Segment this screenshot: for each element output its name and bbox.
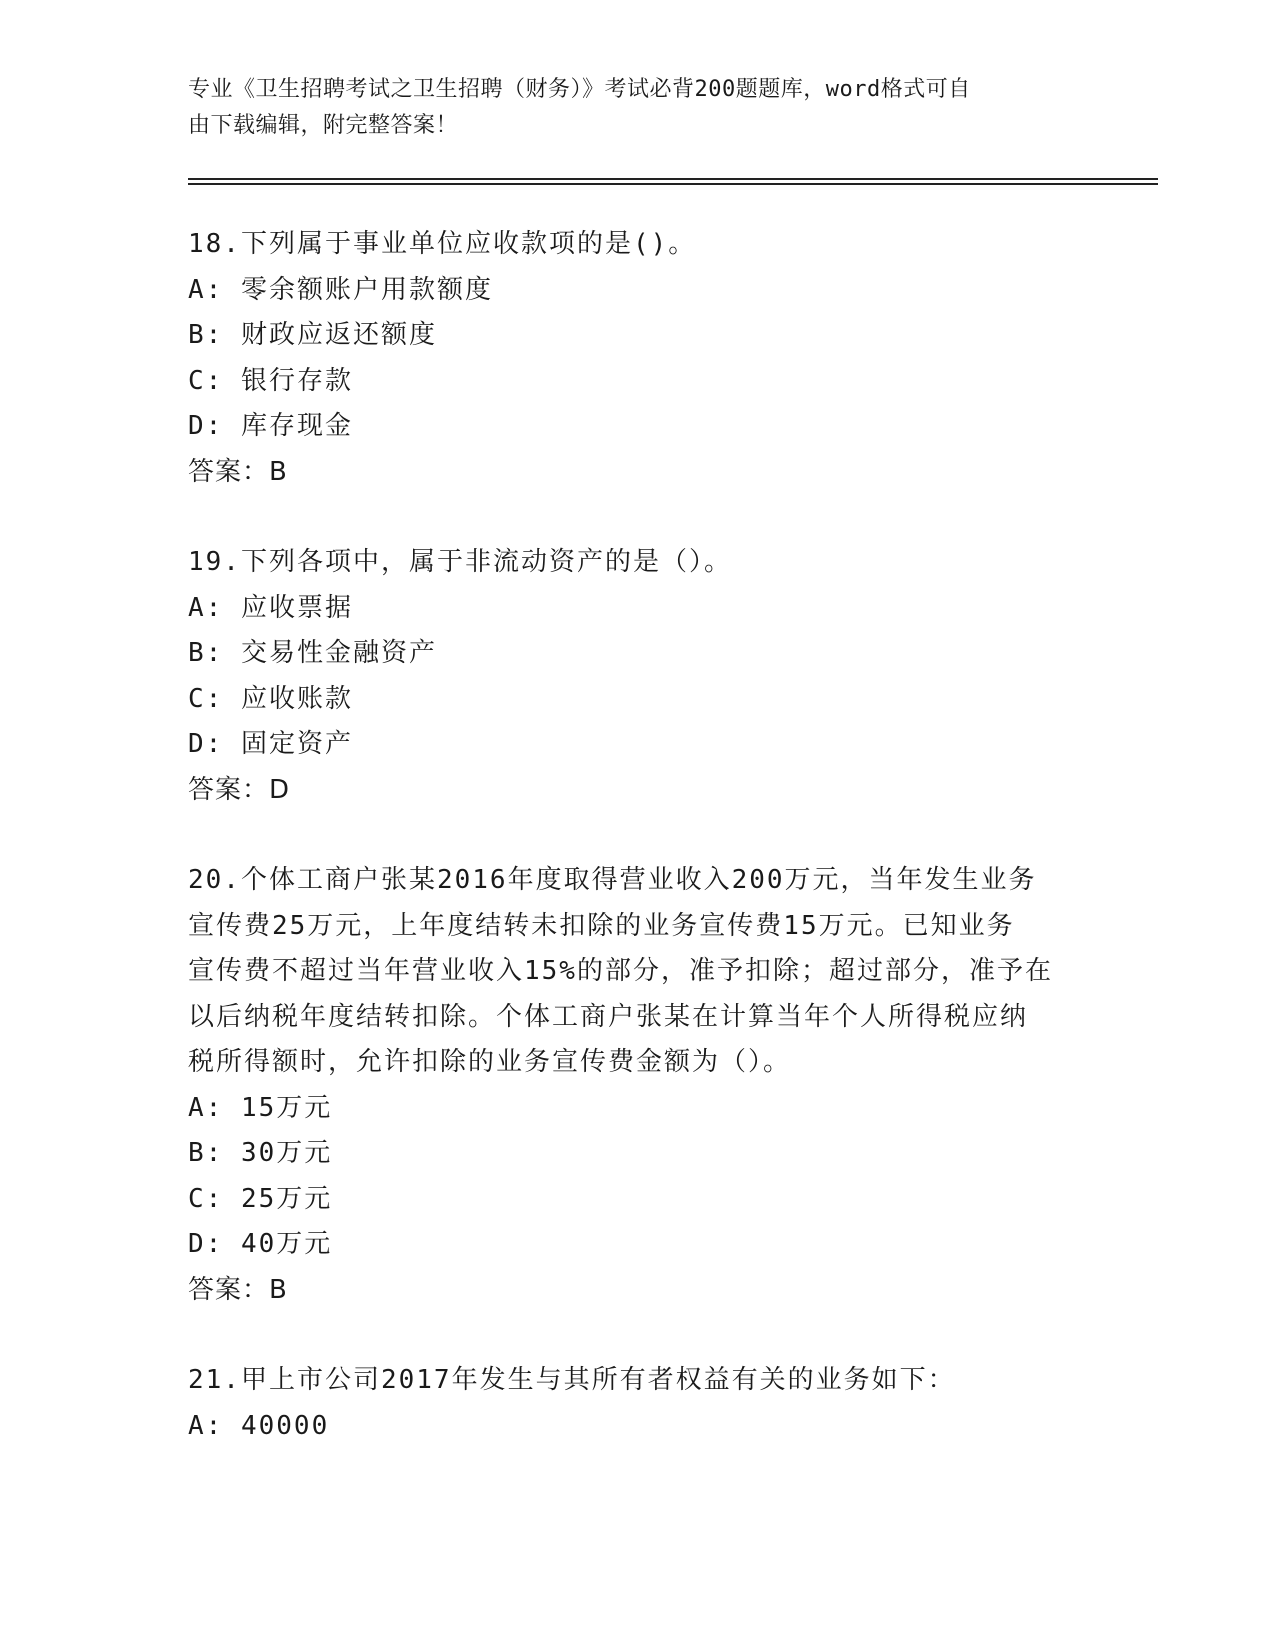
option-c: C: 银行存款 — [188, 365, 353, 396]
option-d: D: 40万元 — [188, 1229, 333, 1259]
question-stem-line: 以后纳税年度结转扣除。个体工商户张某在计算当年个人所得税应纳 — [188, 1001, 1029, 1032]
question-stem-line: 税所得额时，允许扣除的业务宣传费金额为（）。 — [188, 1047, 792, 1077]
option-d: D: 固定资产 — [188, 729, 353, 759]
question-21 — [188, 1358, 1088, 1449]
header-divider-top — [188, 178, 1158, 180]
option-c: C: 25万元 — [188, 1183, 333, 1214]
question-stem-line: 宣传费25万元，上年度结转未扣除的业务宣传费15万元。已知业务 — [188, 910, 1015, 941]
option-b: B: 财政应返还额度 — [188, 320, 437, 350]
option-b: B: 30万元 — [188, 1138, 333, 1168]
question-stem: 21.甲上市公司2017年发生与其所有者权益有关的业务如下： — [188, 1365, 956, 1395]
option-a: A: 应收票据 — [188, 592, 353, 623]
answer: 答案：D — [188, 774, 291, 805]
document-header — [188, 72, 1068, 144]
option-a: A: 40000 — [188, 1410, 330, 1441]
question-19 — [188, 540, 1088, 813]
question-18 — [188, 222, 1088, 495]
option-a: A: 零余额账户用款额度 — [188, 274, 493, 305]
header-divider-bottom — [188, 183, 1158, 185]
option-b: B: 交易性金融资产 — [188, 638, 437, 668]
question-stem: 18.下列属于事业单位应收款项的是()。 — [188, 229, 697, 259]
header-line-2: 由下载编辑，附完整答案！ — [188, 113, 459, 138]
question-stem: 19.下列各项中，属于非流动资产的是（）。 — [188, 547, 732, 577]
header-line-1: 专业《卫生招聘考试之卫生招聘（财务）》考试必背200题题库，word格式可自 — [188, 77, 971, 102]
option-d: D: 库存现金 — [188, 411, 353, 441]
answer: 答案：B — [188, 456, 288, 487]
option-a: A: 15万元 — [188, 1092, 333, 1123]
question-stem-line: 20.个体工商户张某2016年度取得营业收入200万元，当年发生业务 — [188, 865, 1037, 895]
answer: 答案：B — [188, 1274, 288, 1305]
question-stem-line: 宣传费不超过当年营业收入15%的部分，准予扣除；超过部分，准予在 — [188, 956, 1053, 986]
option-c: C: 应收账款 — [188, 683, 353, 714]
question-20 — [188, 858, 1088, 1313]
